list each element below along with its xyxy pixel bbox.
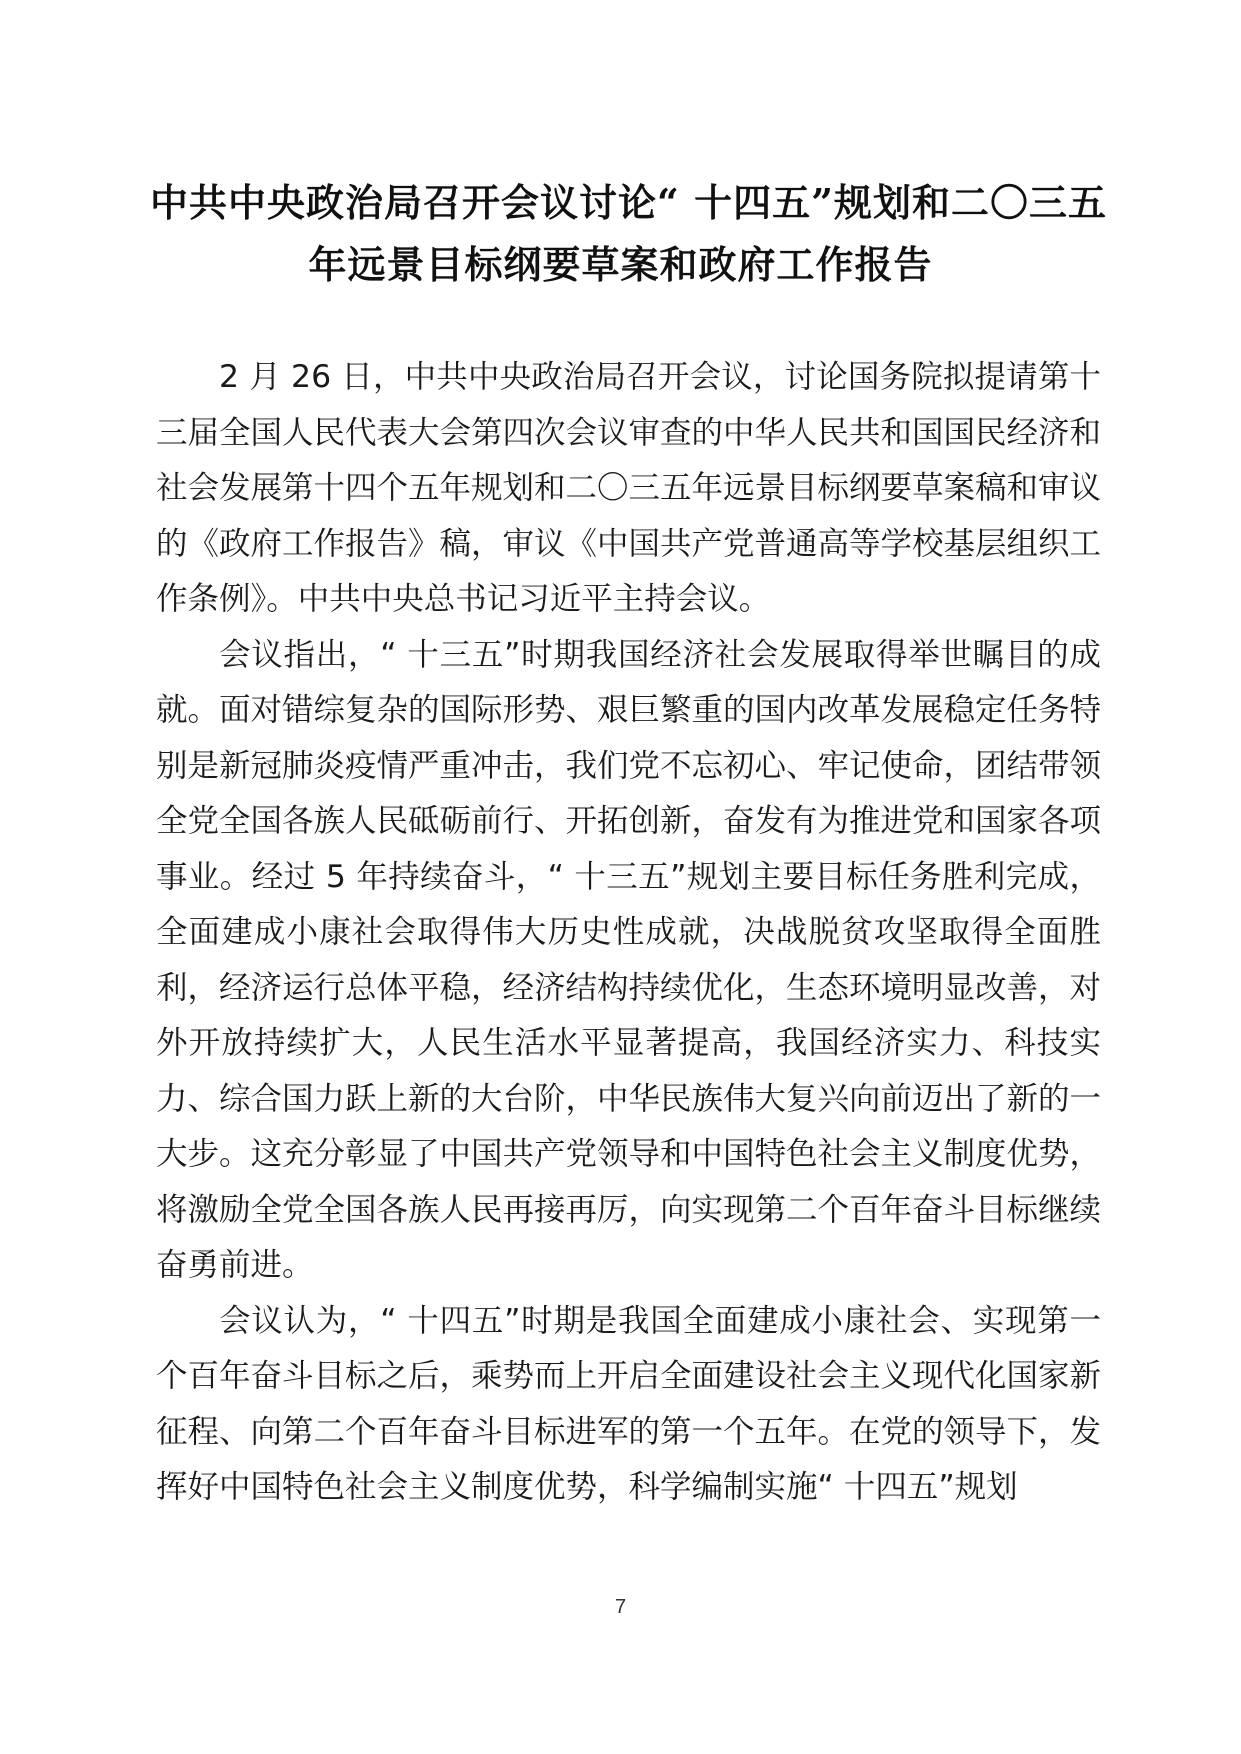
title-line-1: 中共中央政治局召开会议讨论“ 十四五”规划和二〇三五 (150, 180, 1107, 225)
document-title (150, 172, 1107, 296)
paragraph-1: 2 月 26 日，中共中央政治局召开会议，讨论国务院拟提请第十三届全国人民代表大会第四次会议审查的中华人民共和国国民经济和社会发展第十四个五年规划和二〇三五年远景目标纲要草案稿和审议的《政府工作报告》稿，审议《中国共产党普通高等学校基层组织工作条例》。中共中央总书记习近平主持会议。 (156, 359, 1102, 617)
document-body (156, 350, 1101, 1516)
paragraph-2: 会议指出，“ 十三五”时期我国经济社会发展取得举世瞩目的成就。面对错综复杂的国际形势、艰巨繁重的国内改革发展稳定任务特别是新冠肺炎疫情严重冲击，我们党不忘初心、牢记使命，团结带领全党全国各族人民砥砺前行、开拓创新，奋发有为推进党和国家各项事业。经过 5 年持续奋斗，“ 十三五”规划主要目标任务胜利完成，全面建成小康社会取得伟大历史性成就，决战脱贫攻坚取得全面胜利，经济运行总体平稳，经济结构持续优化，生态环境明显改善，对外开放持续扩大，人民生活水平显著提高，我国经济实力、科技实力、综合国力跃上新的大台阶，中华民族伟大复兴向前迈出了新的一大步。这充分彰显了中国共产党领导和中国特色社会主义制度优势，将激励全党全国各族人民再接再厉，向实现第二个百年奋斗目标继续奋勇前进。 (156, 636, 1102, 1283)
paragraph-3: 会议认为，“ 十四五”时期是我国全面建成小康社会、实现第一个百年奋斗目标之后，乘势而上开启全面建设社会主义现代化国家新征程、向第二个百年奋斗目标进军的第一个五年。在党的领导下，发挥好中国特色社会主义制度优势，科学编制实施“ 十四五”规划 (156, 1302, 1102, 1505)
title-line-2: 年远景目标纲要草案和政府工作报告 (308, 242, 933, 287)
page-number: 7 (614, 1596, 627, 1618)
